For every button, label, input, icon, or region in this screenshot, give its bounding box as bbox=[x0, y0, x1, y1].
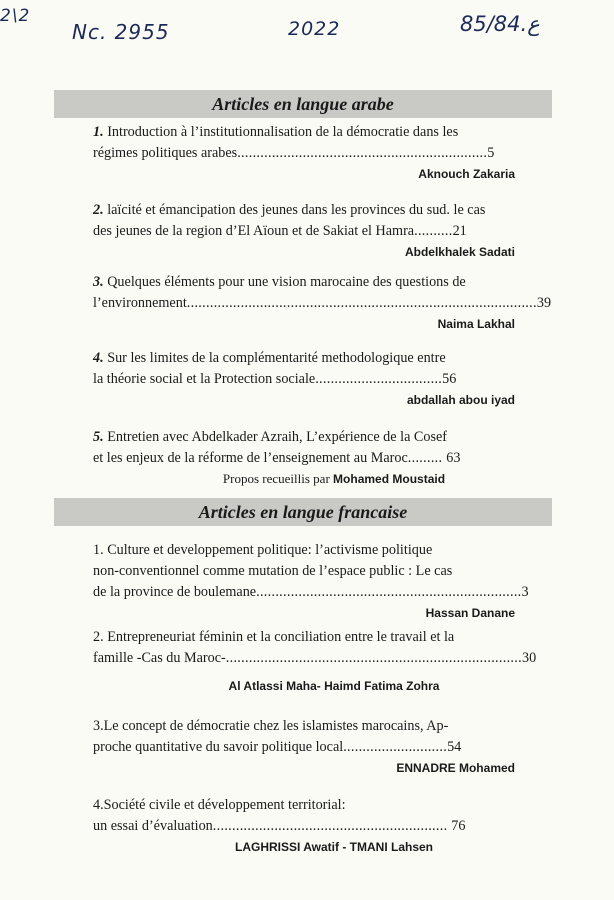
entry-title-line: et les enjeux de la réforme de l’enseignement au Maroc bbox=[93, 450, 408, 466]
author-name: Mohamed Moustaid bbox=[333, 472, 446, 486]
entry-title-line: Quelques éléments pour une vision marocaine des questions de bbox=[103, 274, 466, 290]
entry-author: Hassan Danane bbox=[425, 606, 515, 620]
entry-author: Abdelkhalek Sadati bbox=[404, 245, 515, 259]
entry-author: abdallah abou iyad bbox=[406, 393, 515, 407]
entry-page-number: 39 bbox=[536, 295, 552, 311]
entry-page-number: 63 bbox=[446, 450, 461, 466]
entry-title-line: 2. Entrepreneuriat féminin et la conciliation entre le travail et la bbox=[93, 629, 455, 645]
entry-number: 1. bbox=[93, 124, 104, 140]
entry-title-line: des jeunes de la region d’El Aïoun et de Sakiat el Hamra bbox=[93, 223, 415, 239]
entry-author: ENNADRE Mohamed bbox=[396, 761, 515, 775]
toc-entry: 4.Société civile et développement territorial: un essai d’évaluation............................................................. 76 LAGHRISSI Awatif - TMANI Lahsen bbox=[93, 795, 515, 856]
entry-author: Aknouch Zakaria bbox=[418, 167, 515, 181]
toc-entry: 3.Le concept de démocratie chez les islamistes marocains, Ap- proche quantitative du savoir politique local...........................54 ENNADRE Mohamed bbox=[93, 718, 515, 775]
entry-author: Al Atlassi Maha- Haimd Fatima Zohra bbox=[228, 679, 440, 693]
entry-page-number: 54 bbox=[447, 739, 462, 755]
entry-title-line: laïcité et émancipation des jeunes dans les provinces du sud. le cas bbox=[103, 202, 486, 218]
entry-page-number: 5 bbox=[487, 145, 495, 161]
entry-number: 5. bbox=[93, 429, 104, 445]
entry-page-number: 56 bbox=[442, 371, 457, 387]
entry-page-number: 30 bbox=[521, 650, 537, 666]
entry-author: LAGHRISSI Awatif - TMANI Lahsen bbox=[234, 840, 433, 854]
entry-number: 2. bbox=[93, 202, 104, 218]
entry-title-line: 1. Culture et developpement politique: l’activisme politique bbox=[93, 542, 433, 558]
entry-title-line: proche quantitative du savoir politique local bbox=[93, 739, 344, 755]
entry-title-line: régimes politiques arabes bbox=[93, 145, 238, 161]
handwritten-note: 2\2 bbox=[0, 6, 31, 26]
section-header-francaise: Articles en langue francaise bbox=[54, 498, 552, 526]
entry-title-line: Introduction à l’institutionnalisation de la démocratie dans les bbox=[103, 124, 459, 140]
entry-page-number: 21 bbox=[452, 223, 467, 239]
handwritten-pages: 85/84.ع bbox=[460, 12, 540, 36]
entry-title-line: non-conventionnel comme mutation de l’espace public : Le cas bbox=[93, 563, 453, 579]
toc-entry: 3. Quelques éléments pour une vision marocaine des questions de l’environnement...........................................................................................39 Naima Lakhal bbox=[93, 274, 552, 331]
entry-author: Naima Lakhal bbox=[437, 317, 515, 331]
entry-title-line: 3.Le concept de démocratie chez les islamistes marocains, Ap- bbox=[93, 718, 449, 734]
entry-title-line: un essai d’évaluation bbox=[93, 818, 213, 834]
entry-title-line: 4.Société civile et développement territorial: bbox=[93, 797, 346, 813]
toc-entry: 1. Introduction à l’institutionnalisation de la démocratie dans les régimes politiques arabes.................................................................5 Aknouch Zakaria bbox=[93, 124, 515, 181]
entry-page-number: 3 bbox=[521, 584, 529, 600]
toc-entry: 2. Entrepreneuriat féminin et la conciliation entre le travail et la famille -Cas du Maroc-.............................................................................30 Al Atlassi Maha- Haimd Fatima Zohra bbox=[93, 629, 537, 693]
section-header-arabe: Articles en langue arabe bbox=[54, 90, 552, 118]
entry-page-number: 76 bbox=[451, 818, 466, 834]
author-prefix: Propos recueillis par bbox=[222, 471, 334, 486]
entry-author bbox=[93, 470, 515, 488]
entry-title-line: Sur les limites de la complémentarité methodologique entre bbox=[103, 350, 446, 366]
toc-entry: 1. Culture et developpement politique: l’activisme politique non-conventionnel comme mutation de l’espace public : Le cas de la province de boulemane.....................................................................3 Hassan Danane bbox=[93, 542, 529, 620]
entry-number: 3. bbox=[93, 274, 104, 290]
entry-title-line: de la province de boulemane bbox=[93, 584, 257, 600]
entry-title-line: l’environnement bbox=[93, 295, 187, 311]
handwritten-year: 2022 bbox=[288, 18, 341, 40]
entry-title-line: Entretien avec Abdelkader Azraih, L’expérience de la Cosef bbox=[103, 429, 448, 445]
toc-entry: 2. laïcité et émancipation des jeunes dans les provinces du sud. le cas des jeunes de la region d’El Aïoun et de Sakiat el Hamra..........21 Abdelkhalek Sadati bbox=[93, 202, 515, 259]
toc-entry: 4. Sur les limites de la complémentarité methodologique entre la théorie social et la Protection sociale.................................56 abdallah abou iyad bbox=[93, 350, 515, 407]
entry-title-line: la théorie social et la Protection sociale bbox=[93, 371, 316, 387]
entry-number: 4. bbox=[93, 350, 104, 366]
toc-entry: 5. Entretien avec Abdelkader Azraih, L’expérience de la Cosef et les enjeux de la réforme de l’enseignement au Maroc......... 63 Propos recueillis par Mohamed Moustaid bbox=[93, 427, 515, 488]
entry-title-line: famille -Cas du Maroc- bbox=[93, 650, 226, 666]
handwritten-reference: Nc. 2955 bbox=[72, 20, 170, 44]
